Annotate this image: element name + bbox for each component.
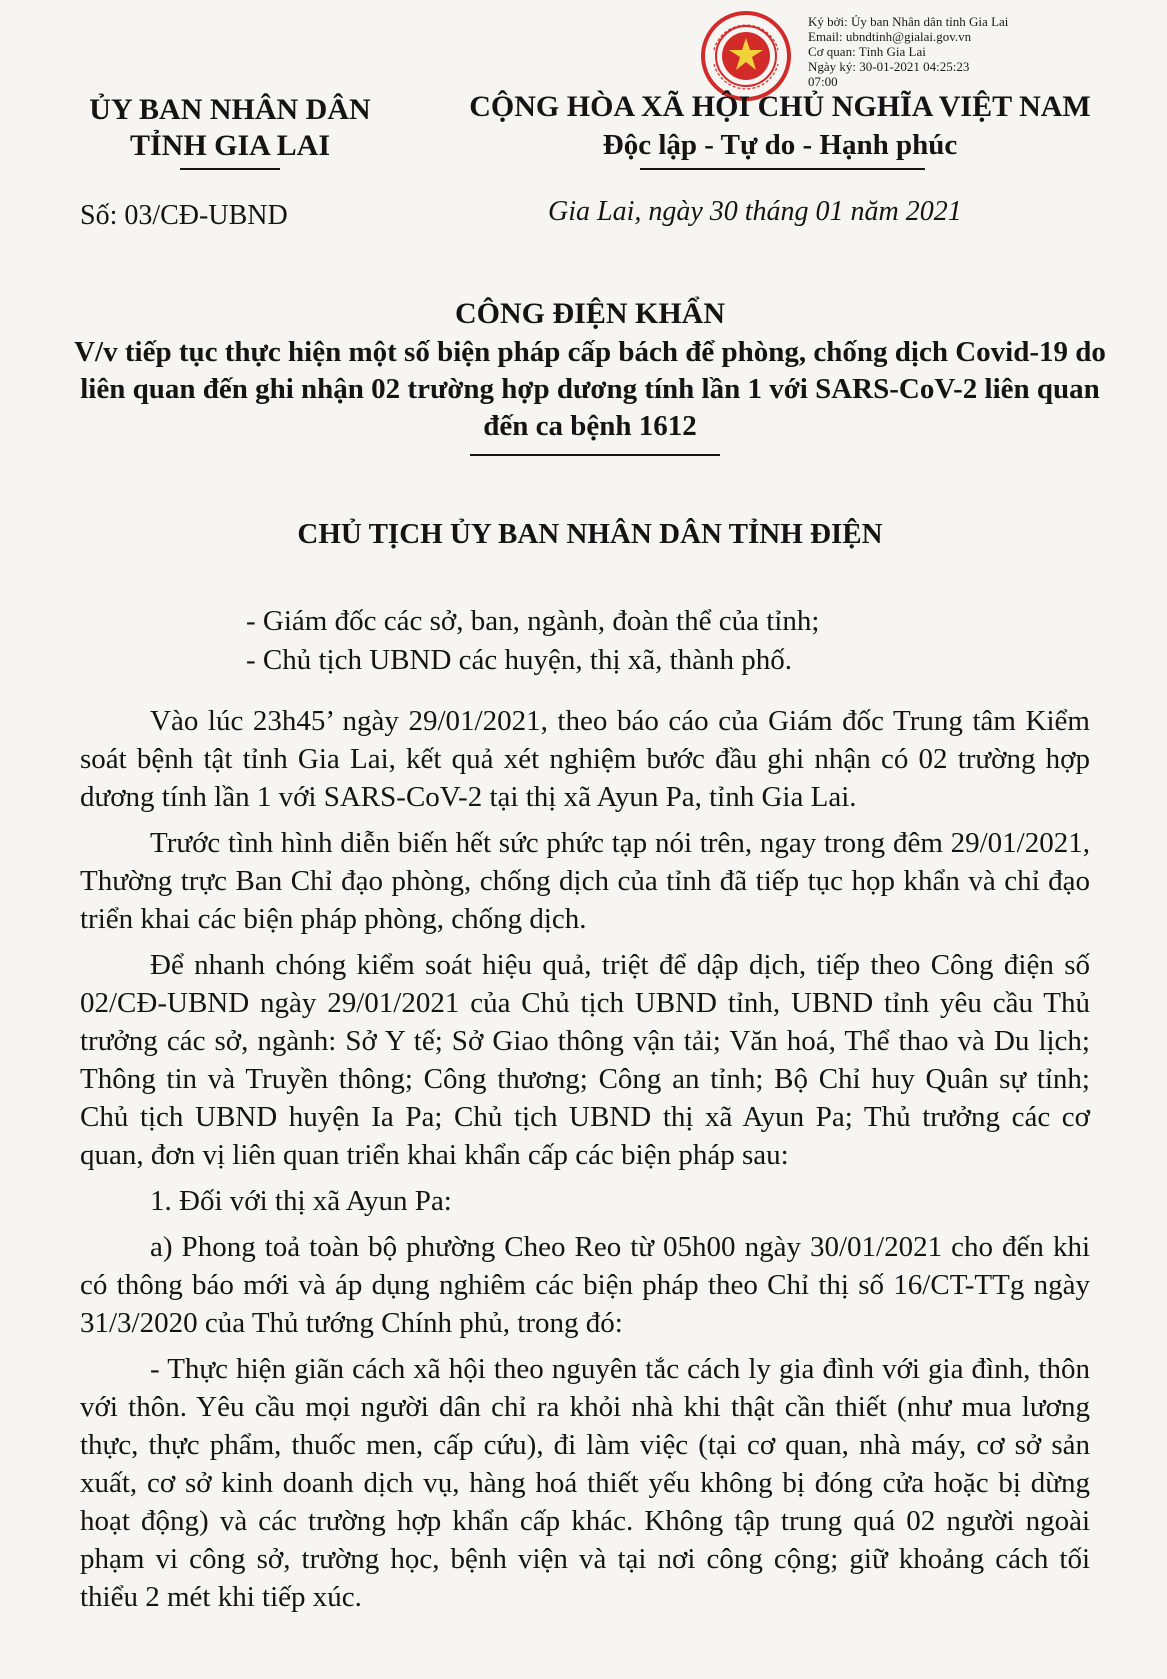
document-number: Số: 03/CĐ-UBND [80, 200, 288, 231]
authority-underline [180, 168, 280, 170]
signature-email: Email: ubndtinh@gialai.gov.vn [808, 29, 972, 44]
national-motto: Độc lập - Tự do - Hạnh phúc [602, 129, 958, 161]
bullet-item-1: - Thực hiện giãn cách xã hội theo nguyên tắc cách ly gia đình với gia đình, thôn với thôn. Yêu cầu mọi người dân chỉ ra khỏi nhà khi thật cần thiết (như mua lương thực, thực phẩm, thuốc men, cấp cứu), đi làm việc (tại cơ quan, nhà máy, cơ sở sản xuất, cơ sở kinh doanh dịch vụ, hàng hoá thiết yếu không bị đóng cửa hoặc bị dừng hoạt động) và các trường hợp khẩn cấp khác. Không tập trung quá 02 người ngoài phạm vi công sở, trường học, bệnh viện và tại nơi công cộng; giữ khoảng cách tối thiểu 2 mét khi tiếp xúc. [80, 1353, 1090, 1613]
authority-line-1: ỦY BAN NHÂN DÂN [89, 93, 371, 126]
authority-line-2: TỈNH GIA LAI [129, 129, 331, 162]
document-subject: V/v tiếp tục thực hiện một số biện pháp cấp bách để phòng, chống dịch Covid-19 do liên quan đến ghi nhận 02 trường hợp dương tính lần 1 với SARS-CoV-2 liên quan đến ca bệnh 1612 [74, 336, 1106, 442]
document-title: CÔNG ĐIỆN KHẨN [454, 297, 725, 330]
signature-signed-by: Ký bởi: Ủy ban Nhân dân tỉnh Gia Lai [808, 14, 1009, 29]
nation-name: CỘNG HÒA XÃ HỘI CHỦ NGHĨA VIỆT NAM [469, 90, 1091, 123]
body-paragraph-3: Để nhanh chóng kiểm soát hiệu quả, triệt để dập dịch, tiếp theo Công điện số 02/CĐ-UBND ngày 29/01/2021 của Chủ tịch UBND tỉnh, UBND tỉnh yêu cầu Thủ trưởng các sở, ngành: Sở Y tế; Sở Giao thông vận tải; Văn hoá, Thể thao và Du lịch; Thông tin và Truyền thông; Công thương; Công an tỉnh; Bộ Chỉ huy Quân sự tỉnh; Chủ tịch UBND huyện Ia Pa; Chủ tịch UBND thị xã Ayun Pa; Thủ trưởng các cơ quan, đơn vị liên quan triển khai khẩn cấp các biện pháp sau: [80, 949, 1090, 1171]
recipient-item: - Chủ tịch UBND các huyện, thị xã, thành phố. [246, 644, 793, 676]
place-and-date: Gia Lai, ngày 30 tháng 01 năm 2021 [548, 196, 962, 227]
digital-signature-info [808, 14, 1163, 89]
signature-agency: Cơ quan: Tỉnh Gia Lai [808, 44, 926, 59]
recipients-list [246, 602, 819, 680]
subject-underline [470, 454, 720, 456]
issuing-authority [40, 92, 420, 164]
document-body [80, 702, 1090, 1624]
section-heading-1: 1. Đối với thị xã Ayun Pa: [150, 1185, 452, 1217]
body-paragraph-2: Trước tình hình diễn biến hết sức phức tạp nói trên, ngay trong đêm 29/01/2021, Thường trực Ban Chỉ đạo phòng, chống dịch của tỉnh đã tiếp tục họp khẩn và chỉ đạo triển khai các biện pháp phòng, chống dịch. [80, 827, 1090, 935]
signature-date: Ngày ký: 30-01-2021 04:25:23 [808, 59, 970, 74]
body-paragraph-1: Vào lúc 23h45’ ngày 29/01/2021, theo báo cáo của Giám đốc Trung tâm Kiểm soát bệnh tật tỉnh Gia Lai, kết quả xét nghiệm bước đầu ghi nhận có 02 trường hợp dương tính lần 1 với SARS-CoV-2 tại thị xã Ayun Pa, tỉnh Gia Lai. [80, 705, 1090, 813]
recipient-item: - Giám đốc các sở, ban, ngành, đoàn thể của tỉnh; [246, 605, 820, 637]
national-heading [430, 88, 1130, 164]
motto-underline [640, 168, 925, 170]
sender-line: CHỦ TỊCH ỦY BAN NHÂN DÂN TỈNH ĐIỆN [297, 518, 883, 550]
signature-timezone: 07:00 [808, 74, 838, 89]
item-a: a) Phong toả toàn bộ phường Cheo Reo từ 05h00 ngày 30/01/2021 cho đến khi có thông báo mới và áp dụng nghiêm các biện pháp theo Chỉ thị số 16/CT-TTg ngày 31/3/2020 của Thủ tướng Chính phủ, trong đó: [80, 1231, 1090, 1339]
